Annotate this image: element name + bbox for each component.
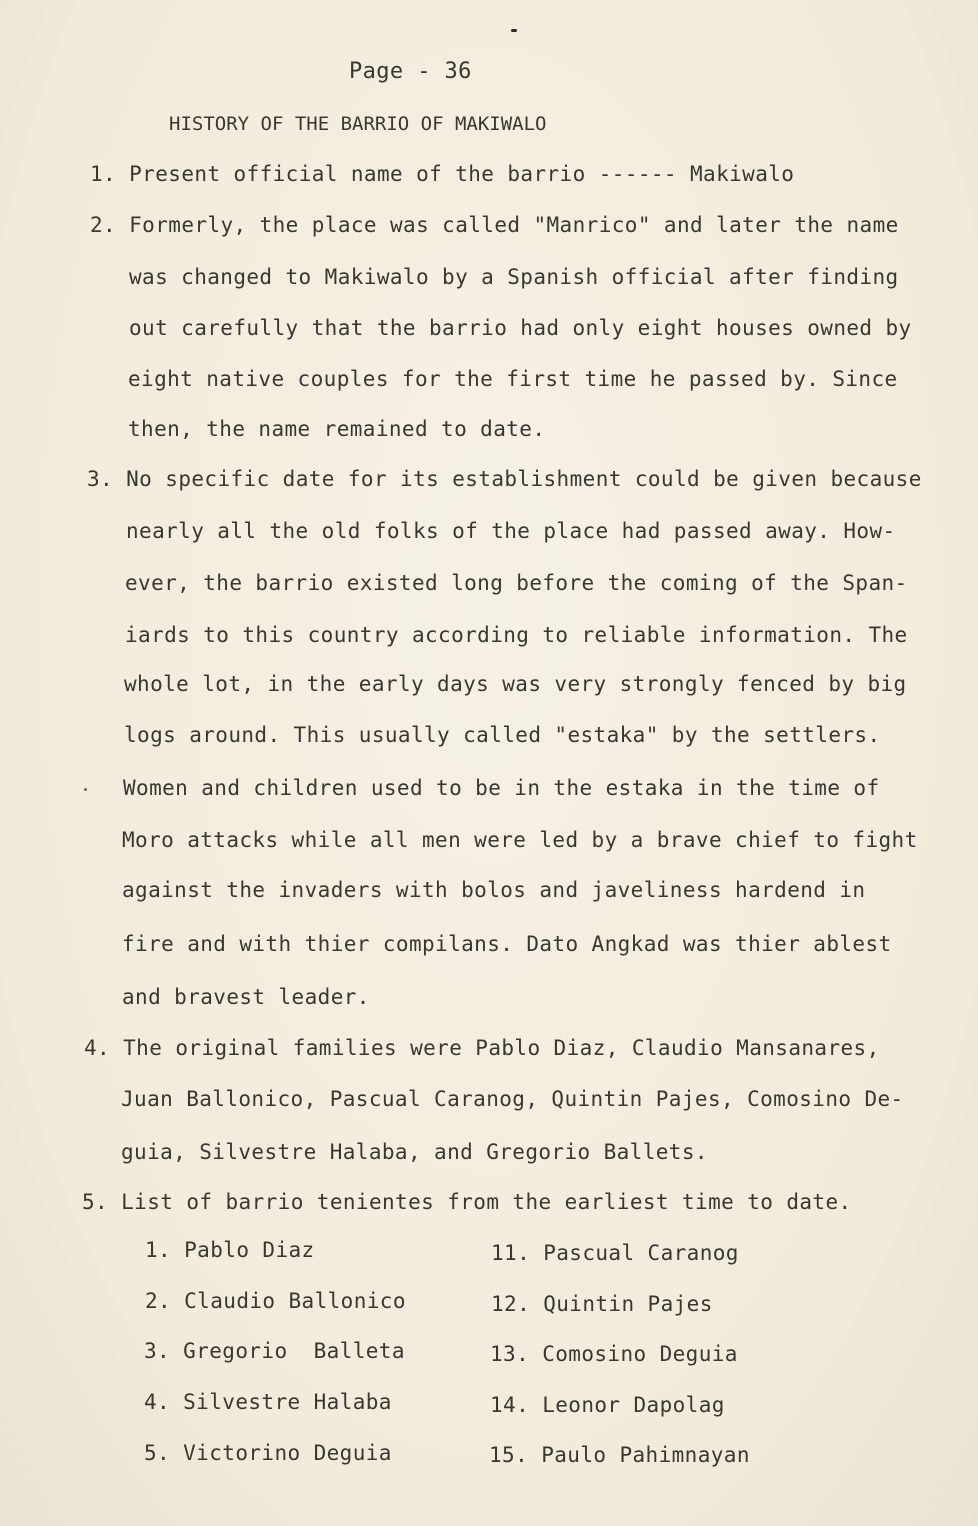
- teniente-entry: [490, 1342, 738, 1366]
- item-2-line: then, the name remained to date.: [128, 417, 546, 441]
- teniente-number: 11.: [491, 1241, 531, 1265]
- teniente-name: Comosino Deguia: [542, 1342, 738, 1366]
- ink-mark: [511, 29, 517, 32]
- item-3-line: logs around. This usually called "estaka" by the settlers.: [124, 723, 881, 747]
- item-number: 1.: [90, 162, 117, 186]
- teniente-number: 4.: [144, 1390, 171, 1414]
- item-3-line: against the invaders with bolos and javeliness hardend in: [122, 878, 866, 902]
- teniente-entry: [145, 1238, 315, 1262]
- item-3-line: whole lot, in the early days was very strongly fenced by big: [124, 672, 907, 696]
- document-title: HISTORY OF THE BARRIO OF MAKIWALO: [169, 113, 547, 135]
- item-number: 3.: [87, 467, 114, 491]
- teniente-name: Gregorio Balleta: [183, 1339, 405, 1363]
- item-2-line: [90, 213, 899, 237]
- teniente-entry: [144, 1441, 392, 1465]
- teniente-number: 15.: [489, 1443, 529, 1467]
- item-number: 5.: [82, 1190, 109, 1214]
- ink-speck: [84, 788, 87, 791]
- item-2-line: out carefully that the barrio had only eight houses owned by: [129, 316, 912, 340]
- teniente-entry: [491, 1292, 713, 1316]
- teniente-name: Silvestre Halaba: [183, 1390, 392, 1414]
- item-1-line: [90, 162, 794, 186]
- item-2-line: eight native couples for the first time he passed by. Since: [128, 367, 898, 391]
- teniente-entry: [490, 1393, 725, 1417]
- teniente-name: Leonor Dapolag: [542, 1393, 725, 1417]
- item-3-line: ever, the barrio existed long before the coming of the Span-: [125, 571, 908, 595]
- teniente-number: 5.: [144, 1441, 171, 1465]
- teniente-name: Claudio Ballonico: [184, 1289, 406, 1313]
- item-3-line: [87, 467, 922, 491]
- teniente-number: 13.: [490, 1342, 530, 1366]
- item-2-line: was changed to Makiwalo by a Spanish official after finding: [129, 265, 899, 289]
- teniente-name: Paulo Pahimnayan: [541, 1443, 750, 1467]
- teniente-name: Quintin Pajes: [543, 1292, 713, 1316]
- item-4-line: Juan Ballonico, Pascual Caranog, Quintin Pajes, Comosino De-: [121, 1087, 904, 1111]
- teniente-entry: [144, 1390, 392, 1414]
- item-text: Formerly, the place was called "Manrico" and later the name: [129, 213, 899, 237]
- teniente-number: 3.: [144, 1339, 171, 1363]
- item-4-line: guia, Silvestre Halaba, and Gregorio Ballets.: [121, 1140, 708, 1164]
- item-3-line: and bravest leader.: [122, 985, 370, 1009]
- item-3-line: nearly all the old folks of the place had passed away. How-: [126, 519, 896, 543]
- teniente-entry: [144, 1339, 405, 1363]
- page-number: Page - 36: [349, 59, 472, 84]
- item-text: The original families were Pablo Diaz, Claudio Mansanares,: [123, 1036, 880, 1060]
- item-text: Present official name of the barrio ------ Makiwalo: [129, 162, 795, 186]
- teniente-number: 2.: [145, 1289, 172, 1313]
- item-4-line: [84, 1036, 880, 1060]
- teniente-number: 14.: [490, 1393, 530, 1417]
- item-3-line: iards to this country according to reliable information. The: [125, 623, 908, 647]
- item-3-line: Women and children used to be in the estaka in the time of: [123, 776, 880, 800]
- teniente-name: Pablo Diaz: [184, 1238, 315, 1262]
- item-5-line: [82, 1190, 852, 1214]
- teniente-entry: [491, 1241, 739, 1265]
- teniente-entry: [145, 1289, 406, 1313]
- teniente-number: 1.: [145, 1238, 172, 1262]
- item-number: 2.: [90, 213, 117, 237]
- item-number: 4.: [84, 1036, 111, 1060]
- item-3-line: Moro attacks while all men were led by a brave chief to fight: [122, 828, 918, 852]
- item-3-line: fire and with thier compilans. Dato Angkad was thier ablest: [122, 932, 892, 956]
- teniente-name: Pascual Caranog: [543, 1241, 739, 1265]
- teniente-number: 12.: [491, 1292, 531, 1316]
- teniente-entry: [489, 1443, 750, 1467]
- teniente-name: Victorino Deguia: [183, 1441, 392, 1465]
- item-text: List of barrio tenientes from the earliest time to date.: [121, 1190, 852, 1214]
- item-text: No specific date for its establishment could be given because: [126, 467, 922, 491]
